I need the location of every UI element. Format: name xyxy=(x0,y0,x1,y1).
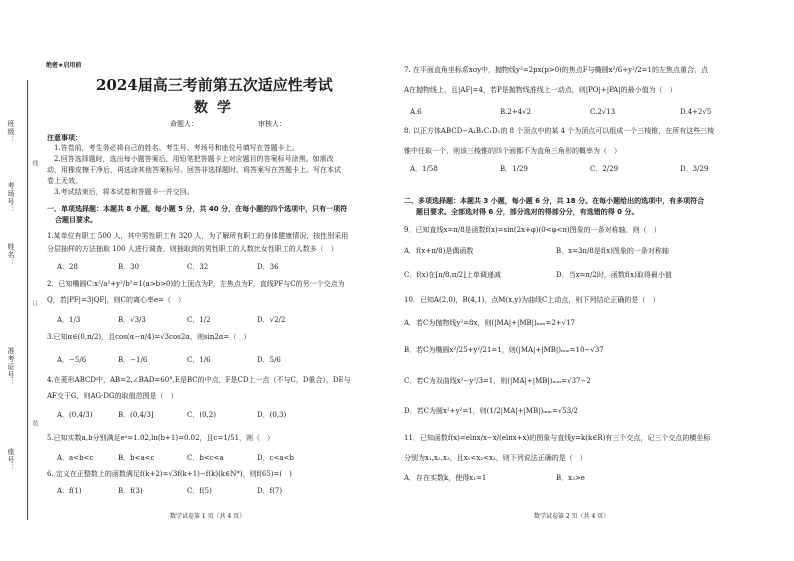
q2-option-a: A．1/3 xyxy=(57,316,81,324)
note-line: 卷上无效。 xyxy=(47,177,82,185)
binding-line xyxy=(27,80,28,520)
note-line: 1.答卷前，考生务必将自己的姓名、考生号、考场号和座位号填写在答题卡上。 xyxy=(54,144,299,152)
section1-heading: 一、单项选择题：本题共 8 小题，每小题 5 分，共 40 分，在每小题的四个选项中，只有一项符 xyxy=(47,205,348,213)
q5-option-b: B．b<a<c xyxy=(118,454,155,462)
page-footer-right: 数学试卷第 2 页（共 4 页） xyxy=(534,513,610,520)
q2-option-b: B．√3/3 xyxy=(118,316,146,324)
confidential-tag: 绝密★启用前 xyxy=(46,62,82,69)
q8-option-d: D．3/29 xyxy=(680,165,709,173)
q11-option-a: A．存在实数k，使得x₁=1 xyxy=(404,474,487,482)
q5-option-a: A．a<b<c xyxy=(57,454,94,462)
page-footer-left: 数学试卷第 1 页（共 4 页） xyxy=(170,513,246,520)
q3-option-d: D．5/6 xyxy=(257,356,281,364)
q7-option-d: D.4+2√5 xyxy=(680,108,712,116)
setter-label: 命题人： xyxy=(170,120,198,128)
q6-option-c: C．f(5) xyxy=(187,487,212,495)
q6-option-d: D．f(7) xyxy=(257,487,283,495)
subject-title: 数 学 xyxy=(194,100,233,116)
q6-option-b: B．f(3) xyxy=(118,487,143,495)
q4-option-d: D．(0,3) xyxy=(257,411,287,419)
q10-option-a: A．若C为抛物线y²=8x，则(|MA|+|MB|)ₘᵢₙ=2+√17 xyxy=(404,319,576,327)
q9-option-d: D．当x=π/2时，函数f(x)取得最小值 xyxy=(556,271,672,279)
q4-option-a: A．(0,4/3) xyxy=(57,411,93,419)
q9-option-b: B．x=3π/8是f(x)图象的一条对称轴 xyxy=(556,247,669,255)
q1-option-c: C．32 xyxy=(187,263,209,271)
name-field-label: 姓名： xyxy=(7,243,15,267)
q3-option-b: B．−1/6 xyxy=(118,356,148,364)
question-5: 5.已知实数a,b分别满足eᵃ=1.02,ln(b+1)=0.02，且c=1/51，则（ ） xyxy=(47,434,275,442)
q3-option-a: A．−5/6 xyxy=(57,356,87,364)
question-1-cont: 分层抽样的方法抽取 100 人进行调查，则抽取到的男性职工的人数比女性职工的人数多（ ） xyxy=(47,245,338,253)
q7-option-c: C.2√13 xyxy=(590,108,616,116)
question-2-cont: Q，若|PF|=3|QF|，则C的离心率e=（ ） xyxy=(47,296,186,304)
note-line: 2.回答选择题时，选出每小题答案后，用铅笔把答题卡上对应题目的答案标号涂黑。如需改 xyxy=(54,155,334,163)
seat-number-field-label: 座号： xyxy=(7,448,15,472)
q1-option-d: D．36 xyxy=(257,263,279,271)
q3-option-c: C．1/6 xyxy=(187,356,211,364)
class-field-label: 班级： xyxy=(7,120,15,144)
question-8-cont: 锥中任取一个，则该三棱锥的四个面都不为直角三角形的概率为（ ） xyxy=(404,147,621,155)
question-10: 10．已知A(2,0)，B(4,1)，点M(x,y)为曲线C上动点，则下列结论正确的是（ ） xyxy=(404,296,660,304)
section1-heading-cont: 合题目要求。 xyxy=(55,216,97,224)
note-line: 动，用橡皮擦干净后，再选涂其他答案标号。回答非选择题时，将答案写在答题卡上。写在本试 xyxy=(47,166,341,174)
binding-mark-staple: 订 xyxy=(31,300,38,306)
question-1: 1.某单位有职工 500 人，其中男性职工有 320 人，为了解所有职工的身体健康情况，按性别采用 xyxy=(47,232,349,240)
q4-option-c: C．(0,2) xyxy=(187,411,216,419)
binding-mark-line: 线 xyxy=(31,160,38,166)
notes-title: 注意事项： xyxy=(47,134,82,142)
section2-heading-cont: 题目要求。全部选对得 6 分，部分选对的得部分分，有选错的得 0 分。 xyxy=(416,208,639,216)
question-7: 7. 在平面直角坐标系xoy中，抛物线y²=2px(p>0)的焦点F与椭圆x²/6+y²/2=1的左焦点重合，点 xyxy=(404,66,708,74)
note-line: 3.考试结束后，将本试卷和答题卡一并交回。 xyxy=(54,188,194,196)
question-6: 6. 定义在正整数上的函数满足f(k+2)=√3f(k+1)−f(k)(k∈N*)，则f(65)=( ) xyxy=(47,470,292,478)
question-8: 8. 以正方体ABCD−A₁B₁C₁D₁的 8 个顶点中的某 4 个为顶点可以组成一个三棱锥，在所有这些三棱 xyxy=(404,127,715,135)
binding-mark-bind: 装 xyxy=(31,420,38,426)
q5-option-c: C．b<c<a xyxy=(187,454,224,462)
q6-option-a: A．f(1) xyxy=(57,487,82,495)
exam-room-field-label: 考场号： xyxy=(7,182,15,214)
q2-option-c: C．1/2 xyxy=(187,316,211,324)
q10-option-d: D．若C为圆x²+y²=1，则(1/2|MA|+|MB|)ₘᵢₙ=√53/2 xyxy=(404,407,579,415)
exam-title: 2024届高三考前第五次适应性考试 xyxy=(96,76,333,94)
question-9: 9．已知直线x=π/8是函数f(x)=sin(2x+φ)(0<φ<π)图象的一条对称轴，则（ ） xyxy=(404,226,661,234)
q8-option-b: B．1/29 xyxy=(500,165,528,173)
q8-option-c: C．2/29 xyxy=(590,165,619,173)
q7-option-a: A.6 xyxy=(410,108,422,116)
q9-option-a: A．f(x+π/8)是偶函数 xyxy=(404,247,474,255)
q10-option-b: B．若C为椭圆x²/25+y²/21=1，则(|MA|+|MB|)ₘᵢₙ=10−√37 xyxy=(404,346,604,354)
q8-option-a: A．1/58 xyxy=(410,165,438,173)
q11-option-b: B．x₃>e xyxy=(556,474,585,482)
question-3: 3.已知α∈(0,π/2)，且cos(α−π/4)=√3cos2α，则sin2α=（ ） xyxy=(47,333,251,341)
section2-heading: 二、多项选择题：本题共 3 小题，每小题 6 分，共 18 分。在每小题给出的选项中，有多项符合 xyxy=(404,197,705,205)
q1-option-b: B．30 xyxy=(118,263,140,271)
q5-option-d: D．c<a<b xyxy=(257,454,294,462)
q1-option-a: A．28 xyxy=(57,263,78,271)
q2-option-d: D．√2/2 xyxy=(257,316,286,324)
question-4: 4.在菱形ABCD中，AB=2,∠BAD=60°,E是BC的中点，F是CD上一点（不与C，D重合），DE与 xyxy=(47,376,351,384)
question-11: 11．已知函数f(x)=elnx/x−x/(elnx+x)的图象与直线y=k(k∈R)有三个交点，记三个交点的横坐标 xyxy=(404,434,711,442)
question-2: 2．已知椭圆C:x²/a²+y²/b²=1(a>b>0)的上顶点为P，左焦点为F，直线PF与C的另一个交点为 xyxy=(47,280,345,288)
q9-option-c: C．f(x)在[π/8,π/2]上单调递减 xyxy=(404,271,501,279)
reviewer-label: 审核人： xyxy=(258,120,286,128)
q4-option-b: B．(0,4/3] xyxy=(118,411,154,419)
q10-option-c: C．若C为双曲线x²−y²/3=1，则(|MA|+|MB|)ₘᵢₙ=√37−2 xyxy=(404,377,591,385)
question-7-cont: A在抛物线上，且|AF|=4，若P是抛物线准线上一动点，则|PO|+|PA|的最小值为（ ） xyxy=(404,86,677,94)
admission-number-field-label: 准考证号： xyxy=(7,347,15,387)
question-11-cont: 分别为x₁,x₂,x₃，且x₁<x₂<x₃，则下列说法正确的是（ ） xyxy=(404,454,587,462)
question-4-cont: AF交于G，则AG·DG的取值范围是（ ） xyxy=(47,392,178,400)
q7-option-b: B.2+4√2 xyxy=(500,108,532,116)
